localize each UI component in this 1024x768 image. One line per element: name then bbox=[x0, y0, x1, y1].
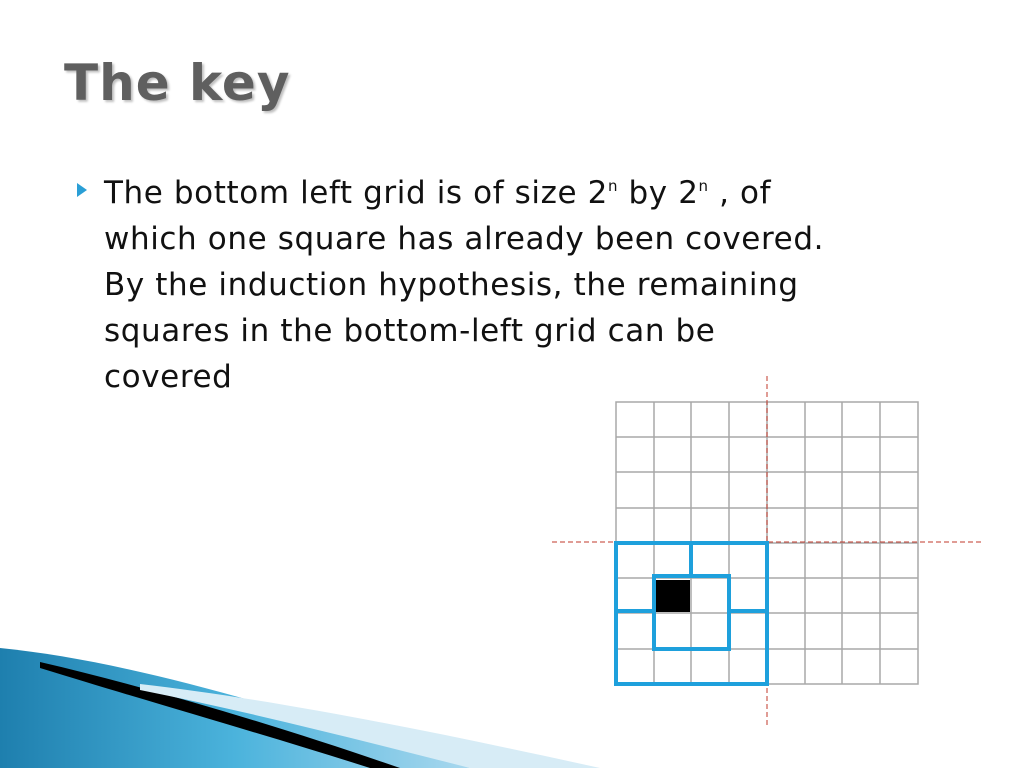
exponent-n-1: n bbox=[607, 177, 619, 195]
bullet-line-5: covered bbox=[104, 359, 233, 395]
bullet-line-1-part-c: , of bbox=[708, 175, 772, 211]
exponent-n-2: n bbox=[698, 177, 709, 195]
bullet-line-2: which one square has already been covered. bbox=[104, 221, 825, 257]
bullet-line-4: squares in the bottom-left grid can be bbox=[104, 313, 716, 349]
slide-title: The key bbox=[64, 54, 291, 112]
bullet-line-1-part-a: The bottom left grid is of size 2 bbox=[104, 175, 608, 211]
covered-square bbox=[656, 580, 690, 612]
bullet-line-3: By the induction hypothesis, the remaining bbox=[104, 267, 799, 303]
bullet-line-1-part-b: by 2 bbox=[618, 175, 699, 211]
